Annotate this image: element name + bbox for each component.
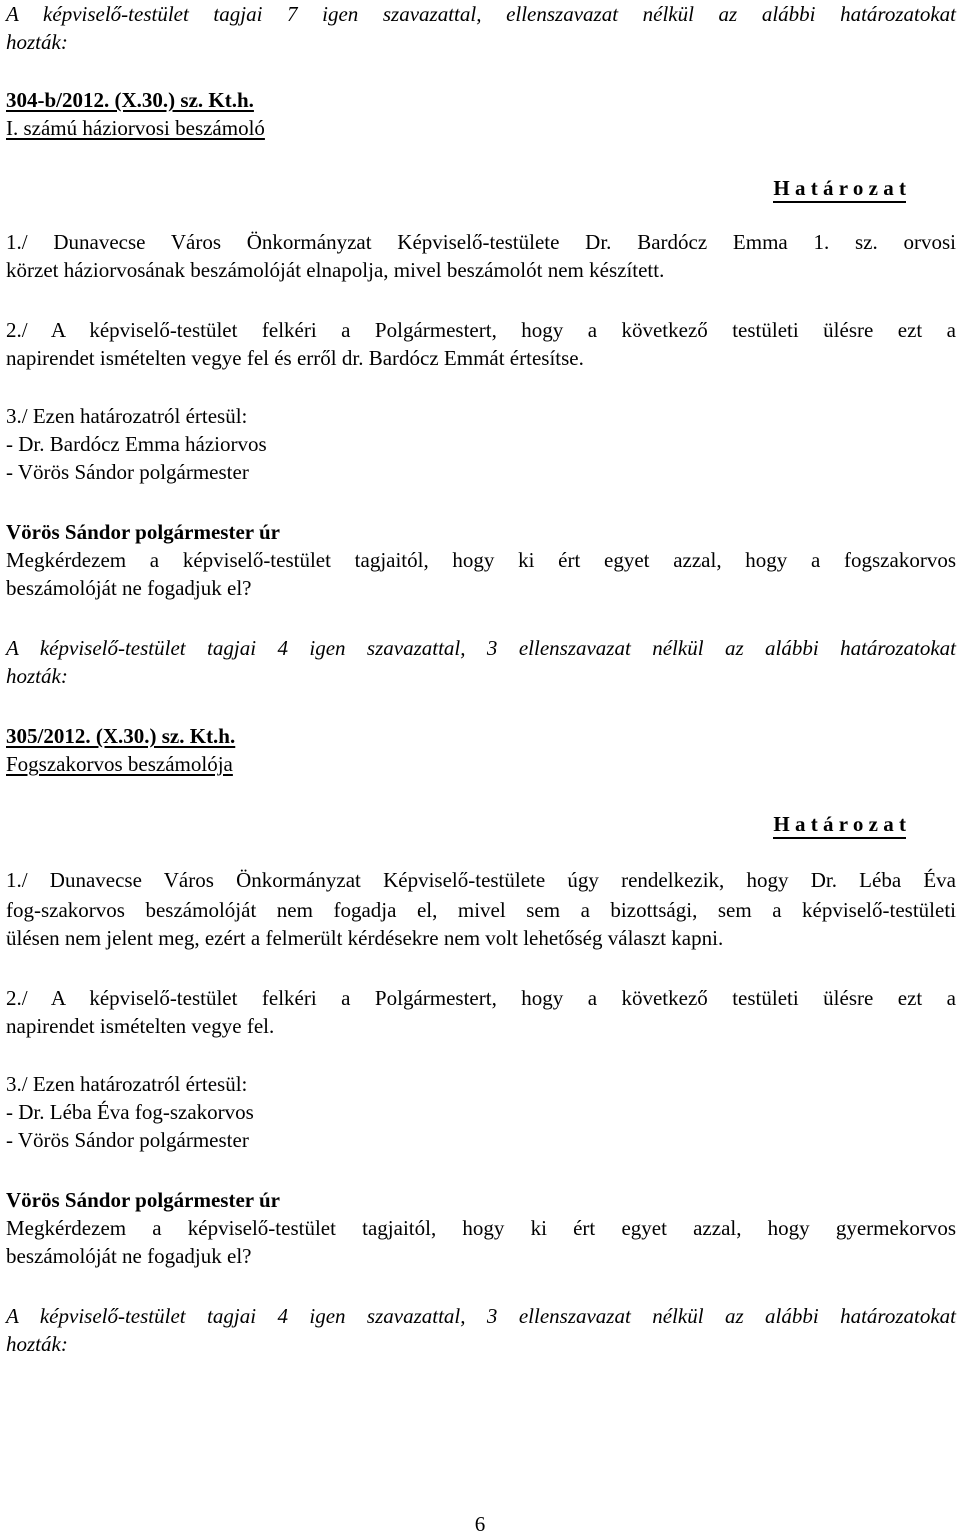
notify-title-text: 3./ Ezen határozatról értesül: <box>6 1072 248 1096</box>
point-1-304b <box>6 228 956 256</box>
notify-item-text: - Vörös Sándor polgármester <box>6 1128 249 1152</box>
question-2-end <box>6 1242 956 1270</box>
resolution-subject-304b <box>6 114 956 142</box>
hatarozat-text: H a t á r o z a t <box>773 176 906 203</box>
question-2-line-1: Megkérdezem a képviselő-testület tagjaitól, hogy ki ért egyet azzal, hogy gyermekorvos <box>6 1216 956 1240</box>
vote-intro-1-line-2: hozták: <box>6 30 68 54</box>
vote-intro-3-end <box>6 1330 956 1358</box>
hatarozat-heading-2 <box>6 810 906 838</box>
question-2-line-2: beszámolóját ne fogadjuk el? <box>6 1244 252 1268</box>
point-1-line-3: ülésen nem jelent meg, ezért a felmerült kérdésekre nem volt lehetőség választ kapni. <box>6 926 724 950</box>
point-2-305-end <box>6 1012 956 1040</box>
question-2 <box>6 1214 956 1242</box>
notify-item-text: - Vörös Sándor polgármester <box>6 460 249 484</box>
point-2-line-2: napirendet ismételten vegye fel. <box>6 1014 275 1038</box>
vote-intro-3-line-2: hozták: <box>6 1332 68 1356</box>
point-2-line-2: napirendet ismételten vegye fel és erről dr. Bardócz Emmát értesítse. <box>6 346 584 370</box>
resolution-subject-305 <box>6 750 956 778</box>
notify-item-1-305 <box>6 1098 956 1126</box>
question-1-end <box>6 574 956 602</box>
question-1-line-1: Megkérdezem a képviselő-testület tagjaitól, hogy ki ért egyet azzal, hogy a fogszakorvos <box>6 548 956 572</box>
notify-item-2-304b <box>6 458 956 486</box>
notify-title-305 <box>6 1070 956 1098</box>
speaker-text: Vörös Sándor polgármester úr <box>6 520 280 544</box>
page-number: 6 <box>474 1512 486 1536</box>
notify-title-text: 3./ Ezen határozatról értesül: <box>6 404 248 428</box>
question-1 <box>6 546 956 574</box>
point-2-304b-end <box>6 344 956 372</box>
point-1-305 <box>6 866 956 894</box>
vote-intro-2-end <box>6 662 956 690</box>
resolution-number-text: 304-b/2012. (X.30.) sz. Kt.h. <box>6 88 254 112</box>
point-2-line-1: 2./ A képviselő-testület felkéri a Polgármestert, hogy a következő testületi ülésre ezt a <box>6 318 956 342</box>
vote-intro-2 <box>6 634 956 662</box>
question-1-line-2: beszámolóját ne fogadjuk el? <box>6 576 252 600</box>
point-1-line-2: körzet háziorvosának beszámolóját elnapolja, mivel beszámolót nem készített. <box>6 258 665 282</box>
vote-intro-1 <box>6 0 956 28</box>
notify-item-text: - Dr. Bardócz Emma háziorvos <box>6 432 267 456</box>
speaker-text: Vörös Sándor polgármester úr <box>6 1188 280 1212</box>
resolution-subject-text: Fogszakorvos beszámolója <box>6 752 233 776</box>
point-2-304b <box>6 316 956 344</box>
point-1-304b-end <box>6 256 956 284</box>
notify-item-text: - Dr. Léba Éva fog-szakorvos <box>6 1100 254 1124</box>
vote-intro-1-line-1: A képviselő-testület tagjai 7 igen szavazattal, ellenszavazat nélkül az alábbi határozatokat <box>6 2 956 26</box>
point-2-305 <box>6 984 956 1012</box>
vote-intro-3-line-1: A képviselő-testület tagjai 4 igen szavazattal, 3 ellenszavazat nélkül az alábbi határozatokat <box>6 1304 956 1328</box>
point-1-line-1: 1./ Dunavecse Város Önkormányzat Képviselő-testülete úgy rendelkezik, hogy Dr. Léba Éva <box>6 868 956 892</box>
point-1-line-2: fog-szakorvos beszámolóját nem fogadja el, mivel sem a bizottsági, sem a képviselő-testületi <box>6 898 956 922</box>
vote-intro-3 <box>6 1302 956 1330</box>
point-1-line-1: 1./ Dunavecse Város Önkormányzat Képviselő-testülete Dr. Bardócz Emma 1. sz. orvosi <box>6 230 956 254</box>
hatarozat-heading-1 <box>6 174 906 202</box>
point-1-305-end <box>6 924 956 952</box>
vote-intro-2-line-1: A képviselő-testület tagjai 4 igen szavazattal, 3 ellenszavazat nélkül az alábbi határozatokat <box>6 636 956 660</box>
point-1-305-l2 <box>6 896 956 924</box>
resolution-subject-text: I. számú háziorvosi beszámoló <box>6 116 265 140</box>
notify-title-304b <box>6 402 956 430</box>
resolution-number-text: 305/2012. (X.30.) sz. Kt.h. <box>6 724 236 748</box>
speaker-2 <box>6 1186 956 1214</box>
vote-intro-2-line-2: hozták: <box>6 664 68 688</box>
point-2-line-1: 2./ A képviselő-testület felkéri a Polgármestert, hogy a következő testületi ülésre ezt a <box>6 986 956 1010</box>
vote-intro-1-end <box>6 28 956 56</box>
hatarozat-text: H a t á r o z a t <box>773 812 906 839</box>
speaker-1 <box>6 518 956 546</box>
resolution-number-304b <box>6 86 956 114</box>
resolution-number-305 <box>6 722 956 750</box>
notify-item-1-304b <box>6 430 956 458</box>
notify-item-2-305 <box>6 1126 956 1154</box>
